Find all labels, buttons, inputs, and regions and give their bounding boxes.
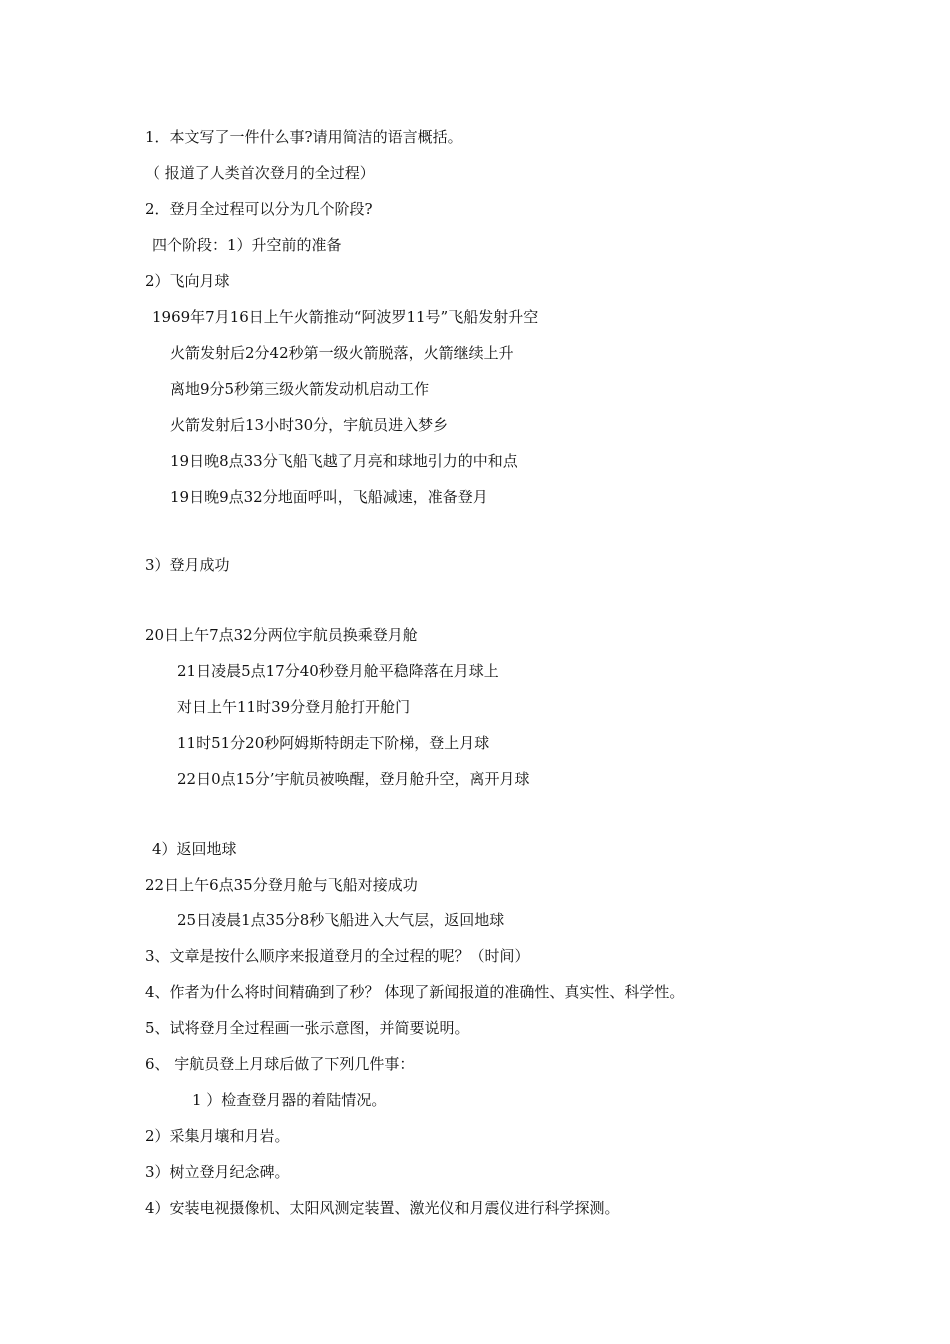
q3-question: 3、文章是按什么顺序来报道登月的全过程的呢？（时间） (145, 947, 530, 965)
q4-question: 4、作者为什么将时间精确到了秒？ 体现了新闻报道的准确性、真实性、科学性。 (145, 983, 685, 1001)
stage-2-event: 火箭发射后2分42秒第一级火箭脱落，火箭继续上升 (170, 344, 514, 362)
stage-4-event: 25日凌晨1点35分8秒飞船进入大气层，返回地球 (177, 911, 505, 929)
stage-1-heading: 四个阶段：1）升空前的准备 (152, 236, 342, 254)
stage-2-heading: 2）飞向月球 (145, 272, 230, 290)
q6-item: 2）采集月壤和月岩。 (145, 1127, 290, 1145)
stage-4-event: 22日上午6点35分登月舱与飞船对接成功 (145, 876, 418, 894)
stage-4-heading: 4）返回地球 (152, 840, 237, 858)
q6-question: 6、 宇航员登上月球后做了下列几件事： (145, 1055, 415, 1073)
q1-answer: （ 报道了人类首次登月的全过程） (145, 164, 375, 182)
q6-item: 4）安装电视摄像机、太阳风测定装置、激光仪和月震仪进行科学探测。 (145, 1199, 620, 1217)
q6-item: 1 ）检查登月器的着陆情况。 (192, 1091, 387, 1109)
q6-item: 3）树立登月纪念碑。 (145, 1163, 290, 1181)
q2-question: 2．登月全过程可以分为几个阶段? (145, 200, 373, 218)
stage-3-event: 22日0点15分’宇航员被唤醒，登月舱升空，离开月球 (177, 770, 530, 788)
stage-2-event: 19日晚9点32分地面呼叫，飞船减速，准备登月 (170, 488, 488, 506)
q5-question: 5、试将登月全过程画一张示意图，并简要说明。 (145, 1019, 470, 1037)
stage-3-event: 对日上午11时39分登月舱打开舱门 (177, 698, 411, 716)
stage-3-event: 20日上午7点32分两位宇航员换乘登月舱 (145, 626, 418, 644)
stage-2-event: 火箭发射后13小时30分，宇航员进入梦乡 (170, 416, 449, 434)
q1-question: 1．本文写了一件什么事?请用简洁的语言概括。 (145, 128, 463, 146)
stage-3-heading: 3）登月成功 (145, 556, 230, 574)
stage-3-event: 21日凌晨5点17分40秒登月舱平稳降落在月球上 (177, 662, 499, 680)
stage-2-event: 离地9分5秒第三级火箭发动机启动工作 (170, 380, 430, 398)
stage-2-event: 19日晚8点33分飞船飞越了月亮和球地引力的中和点 (170, 452, 518, 470)
stage-2-event: 1969年7月16日上午火箭推动“阿波罗11号”飞船发射升空 (152, 308, 539, 326)
stage-3-event: 11时51分20秒阿姆斯特朗走下阶梯，登上月球 (177, 734, 490, 752)
